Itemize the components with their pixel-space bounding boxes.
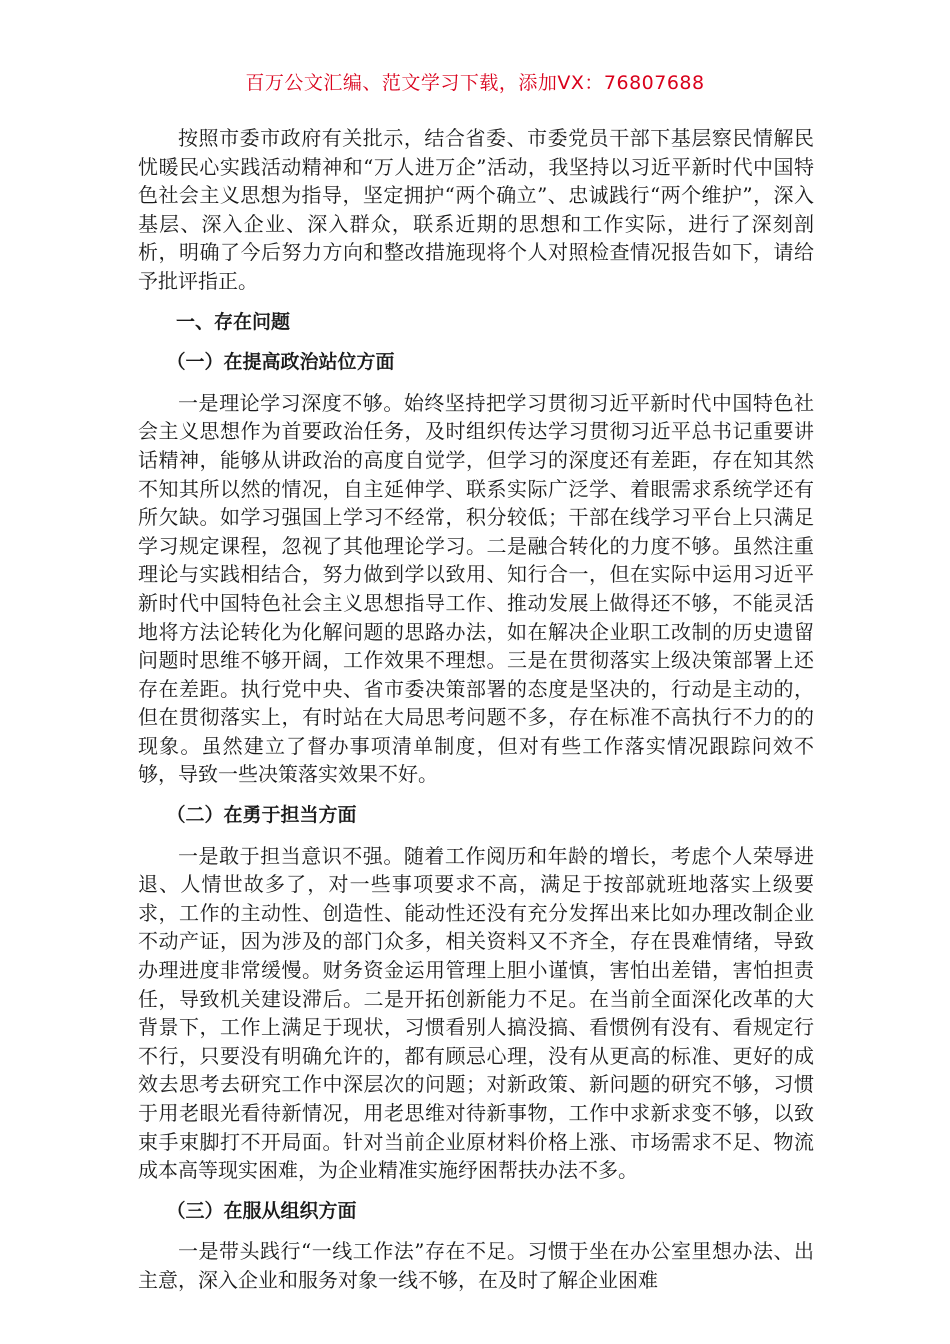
intro-paragraph: 按照市委市政府有关批示，结合省委、市委党员干部下基层察民情解民忧暖民心实践活动精神和“万人进万企”活动，我坚持以习近平新时代中国特色社会主义思想为指导，坚定拥护“两个确立”、忠诚践行“两个维护”，深入基层、深入企业、深入群众，联系近期的思想和工作实际，进行了深刻剖析，明确了今后努力方向和整改措施现将个人对照检查情况报告如下，请给予批评指正。	[138, 126, 814, 293]
subsection-heading-organization: （三）在服从组织方面	[166, 1199, 357, 1222]
document-body	[138, 124, 814, 1295]
header-watermark-text: 百万公文汇编、范文学习下载，添加VX：76807688	[245, 72, 705, 94]
paragraph-organization: 一是带头践行“一线工作法”存在不足。习惯于坐在办公室里想办法、出主意，深入企业和服务对象一线不够，在及时了解企业困难	[138, 1239, 814, 1292]
paragraph-political: 一是理论学习深度不够。始终坚持把学习贯彻习近平新时代中国特色社会主义思想作为首要政治任务，及时组织传达学习贯彻习近平总书记重要讲话精神，能够从讲政治的高度自觉学，但学习的深度还有差距，存在知其然不知其所以然的情况，自主延伸学、联系实际广泛学、着眼需求系统学还有所欠缺。如学习强国上学习不经常，积分较低；干部在线学习平台上只满足学习规定课程，忽视了其他理论学习。二是融合转化的力度不够。虽然注重理论与实践相结合，努力做到学以致用、知行合一，但在实际中运用习近平新时代中国特色社会主义思想指导工作、推动发展上做得还不够，不能灵活地将方法论转化为化解问题的思路办法，如在解决企业职工改制的历史遗留问题时思维不够开阔，工作效果不理想。三是在贯彻落实上级决策部署上还存在差距。执行党中央、省市委决策部署的态度是坚决的，行动是主动的，但在贯彻落实上，有时站在大局思考问题不多，存在标准不高执行不力的的现象。虽然建立了督办事项清单制度，但对有些工作落实情况跟踪问效不够，导致一些决策落实效果不好。	[138, 390, 814, 787]
subsection-heading-political: （一）在提高政治站位方面	[166, 351, 395, 374]
paragraph-responsibility: 一是敢于担当意识不强。随着工作阅历和年龄的增长，考虑个人荣辱进退、人情世故多了，对一些事项要求不高，满足于按部就班地落实上级要求，工作的主动性、创造性、能动性还没有充分发挥出来比如办理改制企业不动产证，因为涉及的部门众多，相关资料又不齐全，存在畏难情绪，导致办理进度非常缓慢。财务资金运用管理上胆小谨慎，害怕出差错，害怕担责任，导致机关建设滞后。二是开拓创新能力不足。在当前全面深化改革的大背景下，工作上满足于现状，习惯看别人搞没搞、看惯例有没有、看规定行不行，只要没有明确允许的，都有顾忌心理，没有从更高的标准、更好的成效去思考去研究工作中深层次的问题；对新政策、新问题的研究不够，习惯于用老眼光看待新情况，用老思维对待新事物，工作中求新求变不够，以致束手束脚打不开局面。针对当前企业原材料价格上涨、市场需求不足、物流成本高等现实困难，为企业精准实施纾困帮扶办法不多。	[138, 843, 814, 1183]
section-heading-problems: 一、存在问题	[176, 310, 291, 333]
subsection-heading-responsibility: （二）在勇于担当方面	[166, 804, 357, 827]
